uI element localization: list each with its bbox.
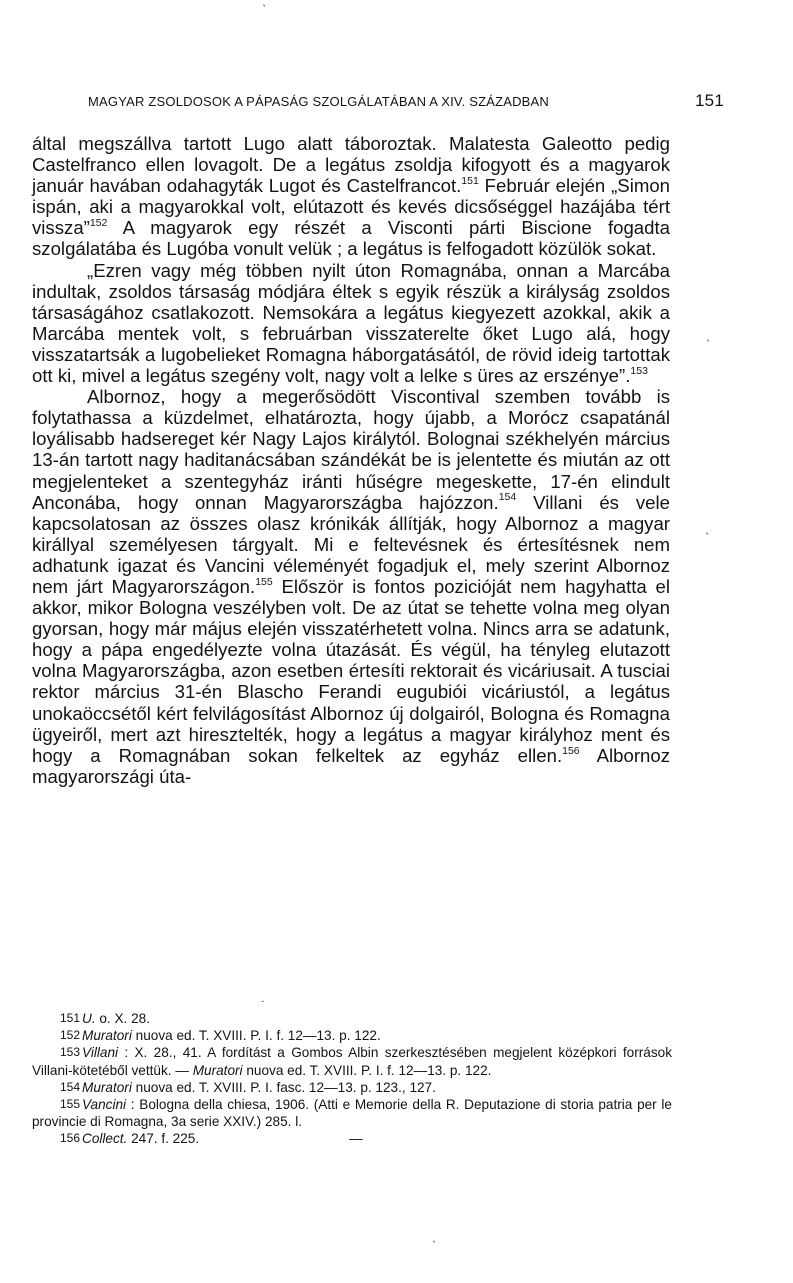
footnotes <box>32 1010 672 1148</box>
page-number: 151 <box>695 91 724 110</box>
speck-mark: ˋ <box>262 2 267 17</box>
footnote-source: Villani <box>82 1045 119 1061</box>
paragraph-2-text-1: „Ezren vagy még többen nyilt úton Romagnába, onnan a Marcába indultak, zsoldos társaság módjára éltek s egyik részük a királyság zsoldos társaságához csatlakozott. Nemsokára a legátus kiegyezett azokkal, akik a Marcába mentek volt, s februárban visszaterelte őket Lugo alá, hogy visszatartsák a lugobelieket Romagna háborgatásától, de rövid ideig tartottak ott ki, mivel a legátus szegény volt, nagy volt a lelke s üres az erszénye”. <box>32 259 670 387</box>
footnote-source: Muratori <box>82 1079 132 1095</box>
footnote-text: : X. 28., 41. A fordítást a Gombos Albin szerkesztésében megjelent középkori források Villani-kötetéből vettük. — <box>32 1045 672 1078</box>
footnote-text: nuova ed. T. XVIII. P. I. fasc. 12—13. p. 123., 127. <box>131 1079 436 1095</box>
footnote-155 <box>32 1096 672 1130</box>
footnote-text-2: nuova ed. T. XVIII. P. I. f. 12—13. p. 122. <box>242 1062 492 1078</box>
footnote-text: nuova ed. T. XVIII. P. I. f. 12—13. p. 122. <box>131 1028 381 1044</box>
footnote-number: 152 <box>60 1028 81 1043</box>
footnote-text: o. X. 28. <box>95 1011 151 1026</box>
header-title: MAGYAR ZSOLDOSOK A PÁPASÁG SZOLGÁLATÁBAN A XIV. SZÁZADBAN <box>88 94 550 109</box>
paragraph-3-text-1: Albornoz, hogy a megerősödött Viscontival szemben tovább is folytathassa a küzdelmet, elhatározta, hogy újabb, a Morócz csapatánál loyálisabb hadsereget kér Nagy Lajos királytól. Bolognai székhelyén március 13-án tartott nagy haditanácsában szándékát be is jelentette és miután az ott megjelenteket a szentegyház iránti hűségre megeskette, 17-én elindult Anconába, hogy onnan Magyarországba hajózzon. <box>32 386 670 513</box>
footnote-153 <box>32 1044 672 1078</box>
footnote-source-2: Muratori <box>192 1062 243 1078</box>
footnote-number: 156 <box>60 1131 81 1146</box>
footnote-ref-152: 152 <box>89 217 108 230</box>
footnote-text: : Bologna della chiesa, 1906. (Atti e Memorie della R. Deputazione di storia patria per le provincie di Romagna, 3a serie XXIV.) 285. l. <box>32 1097 672 1130</box>
paragraph-1 <box>32 133 670 260</box>
footnote-number: 151 <box>60 1011 81 1025</box>
main-text <box>32 133 670 787</box>
footnote-ref-155: 155 <box>255 575 273 588</box>
footnote-ref-156: 156 <box>562 744 580 757</box>
paragraph-3 <box>32 386 670 787</box>
speck-mark: ˋ <box>432 1238 437 1253</box>
paragraph-1-text-3: A magyarok egy részét a Visconti párti Biscione fogadta szolgálatába és Lugóba vonult velük ; a legátus is felfogadott közülök sokat. <box>32 217 670 260</box>
footnote-source: U. <box>82 1011 96 1026</box>
paragraph-3-text-3: Először is fontos pozicióját nem hagyhatta el akkor, mikor Bologna veszélyben volt. De az útat se tehette volna meg olyan gyorsan, hogy már május elején visszatérhetett volna. Nincs arra se adatunk, hogy a pápa engedélyezte volna útazását. És végül, ha tényleg elutazott volna Magyarországba, azon esetben értesíti rektorait és vicáriusait. A tusciai rektor március 31-én Blascho Ferandi eugubiói vicáriustól, a legátus unokaöccsétől kért felvilágosítást Albornoz új dolgairól, Bologna és Romagna ügyeiről, mert azt hiresztelték, hogy a legátus a magyar királyhoz ment és hogy a Romagnában sokan felkeltek az egyház ellen. <box>32 575 670 766</box>
footnote-source: Muratori <box>82 1028 132 1044</box>
speck-mark: ˋ <box>706 337 711 352</box>
paragraph-3-text-4: Albornoz magyarországi úta- <box>32 744 670 787</box>
paragraph-3-text-2: Villani és vele kapcsolatosan az összes olasz krónikák állítják, hogy Albornoz a magyar királlyal személyesen tárgyalt. Mi e feltevésnek és értesítésnek nem adhatunk igazat és Vancini véleményét fogadjuk el, mely szerint Albornoz nem járt Magyarországon. <box>32 491 670 597</box>
footnote-source: Vancini <box>82 1097 127 1113</box>
footnote-154 <box>32 1079 672 1096</box>
footnote-151 <box>32 1010 672 1027</box>
speck-mark: ˋ <box>705 530 710 545</box>
paragraph-1-text-1: által megszállva tartott Lugo alatt táboroztak. Malatesta Galeotto pedig Castelfranco ellen lovagolt. De a legátus zsoldja kifogyott és a magyarok január havában odahagyták Lugot és Castelfrancot. <box>32 133 670 197</box>
footnote-152 <box>32 1027 672 1044</box>
footnote-number: 154 <box>60 1079 81 1094</box>
footnote-text: 247. f. 225. <box>127 1131 200 1147</box>
footnote-ref-151: 151 <box>461 175 479 187</box>
footnote-number: 155 <box>60 1097 81 1112</box>
footnote-number: 153 <box>60 1045 81 1060</box>
paragraph-2 <box>32 260 670 387</box>
running-header <box>76 90 724 114</box>
footnote-ref-154: 154 <box>498 491 517 504</box>
paragraph-1-text-2: Február elején „Simon ispán, aki a magyarokkal volt, elútazott és kevés dicsőséggel hazájába tért vissza” <box>32 175 670 239</box>
footnote-source: Collect. <box>82 1131 128 1147</box>
footnote-dash: — <box>349 1131 363 1147</box>
separator-dot: · <box>261 996 265 1008</box>
footnote-156 <box>32 1130 672 1147</box>
footnote-ref-153: 153 <box>630 364 648 377</box>
